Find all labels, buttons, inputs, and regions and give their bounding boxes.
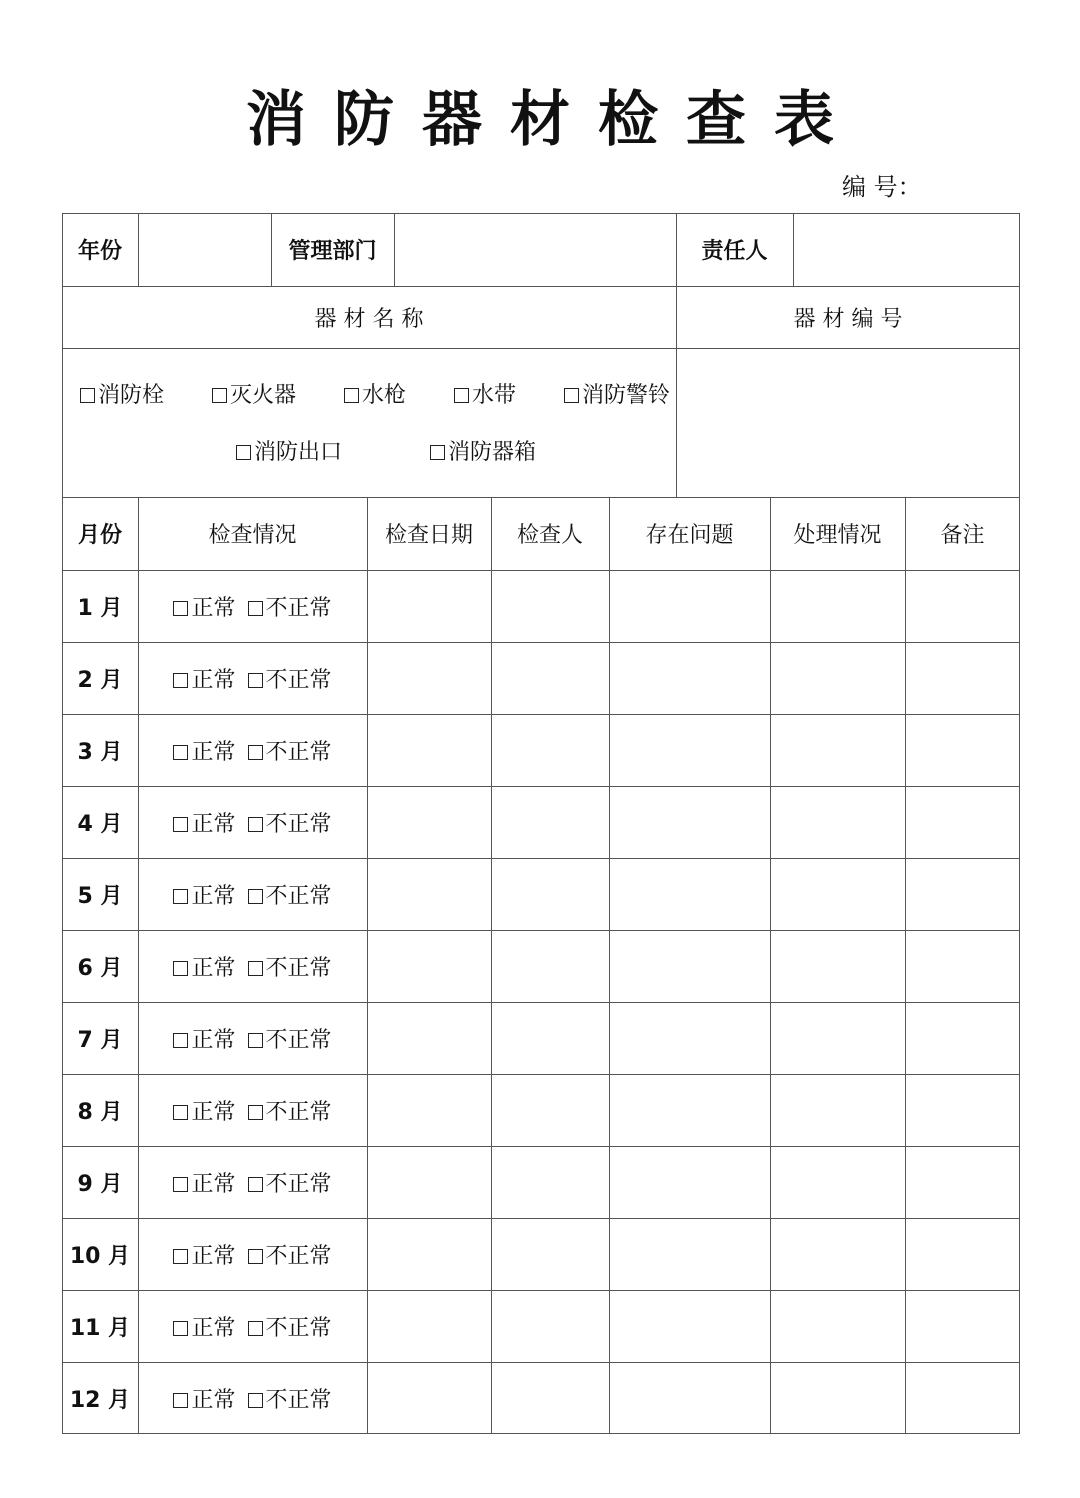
entry-cell[interactable] [770,714,905,786]
option-label: 不正常 [265,1315,332,1341]
option-label: 不正常 [265,739,332,765]
option-label: 正常 [191,1099,236,1125]
option-label: 正常 [191,739,236,765]
month-label: 4 月 [77,811,123,837]
status-normal-option-6[interactable] [173,1023,235,1054]
month-label: 7 月 [77,1027,123,1053]
entry-cell[interactable] [905,1002,1020,1074]
equipment-option-4[interactable] [564,378,670,409]
status-cell [138,858,367,930]
checkbox-icon[interactable] [248,1033,263,1048]
column-header-5: 处理情况 [793,523,882,548]
status-abnormal-option-9[interactable] [248,1239,332,1270]
checkbox-icon[interactable] [248,1177,263,1192]
checkbox-icon[interactable] [80,388,95,403]
column-header-4: 存在问题 [645,523,734,548]
checkbox-icon[interactable] [173,601,188,616]
status-cell [138,1002,367,1074]
status-normal-option-2[interactable] [173,735,235,766]
month-label: 8 月 [77,1099,123,1125]
option-label: 不正常 [265,1387,332,1413]
option-label: 消防出口 [254,440,343,465]
option-label: 不正常 [265,667,332,693]
option-label: 消防器箱 [447,440,536,465]
entry-cell[interactable] [367,1146,491,1218]
checkbox-icon[interactable] [454,388,469,403]
option-label: 正常 [191,811,236,837]
entry-cell[interactable] [905,1290,1020,1362]
option-label: 正常 [191,955,236,981]
entry-cell[interactable] [367,1074,491,1146]
equipment-option-0[interactable] [80,378,164,409]
grid-line [491,497,492,1434]
status-cell [138,570,367,642]
entry-cell[interactable] [770,786,905,858]
status-normal-option-10[interactable] [173,1311,235,1342]
status-cell [138,1290,367,1362]
option-label: 消防栓 [98,383,165,408]
equipment-options-row-2 [236,435,536,466]
grid-line [394,213,395,286]
status-cell [138,1218,367,1290]
entry-cell[interactable] [609,642,770,714]
option-label: 水枪 [361,383,406,408]
checkbox-icon[interactable] [248,889,263,904]
entry-cell[interactable] [609,930,770,1002]
entry-cell[interactable] [367,570,491,642]
status-abnormal-option-3[interactable] [248,807,332,838]
grid-line [793,213,794,286]
entry-cell[interactable] [367,1362,491,1434]
status-abnormal-option-7[interactable] [248,1095,332,1126]
grid-line [62,1290,1020,1291]
equipment-name-label: 器 材 名 称 [314,306,424,332]
entry-cell[interactable] [491,1290,609,1362]
entry-cell[interactable] [609,1218,770,1290]
grid-line [62,786,1020,787]
option-label: 灭火器 [229,383,296,408]
status-abnormal-option-6[interactable] [248,1023,332,1054]
option-label: 不正常 [265,811,332,837]
entry-cell[interactable] [905,786,1020,858]
grid-line [62,714,1020,715]
status-abnormal-option-4[interactable] [248,879,332,910]
entry-cell[interactable] [367,930,491,1002]
month-label: 11 月 [69,1315,131,1341]
status-cell [138,642,367,714]
column-header-0: 月份 [77,523,122,548]
entry-cell[interactable] [491,930,609,1002]
entry-cell[interactable] [609,714,770,786]
grid-line [905,497,906,1434]
grid-line [62,930,1020,931]
option-label: 正常 [191,883,236,909]
status-abnormal-option-8[interactable] [248,1167,332,1198]
status-normal-option-8[interactable] [173,1167,235,1198]
status-cell [138,786,367,858]
checkbox-icon[interactable] [173,1321,188,1336]
entry-cell[interactable] [491,1074,609,1146]
option-label: 不正常 [265,1027,332,1053]
status-normal-option-7[interactable] [173,1095,235,1126]
entry-cell[interactable] [491,786,609,858]
entry-cell[interactable] [491,714,609,786]
equipment-option-1[interactable] [212,378,296,409]
entry-cell[interactable] [367,642,491,714]
month-label: 2 月 [77,667,123,693]
grid-line [62,1218,1020,1219]
month-label: 10 月 [69,1243,131,1269]
grid-line [62,497,1020,498]
entry-cell[interactable] [770,642,905,714]
grid-line [367,497,368,1434]
option-label: 正常 [191,667,236,693]
checkbox-icon[interactable] [236,445,251,460]
checkbox-icon[interactable] [248,1393,263,1408]
status-normal-option-9[interactable] [173,1239,235,1270]
department-label: 管理部门 [288,239,377,264]
entry-cell[interactable] [491,1146,609,1218]
month-label: 3 月 [77,739,123,765]
equipment-number-label: 器 材 编 号 [793,306,903,332]
option-label: 正常 [191,1243,236,1269]
checkbox-icon[interactable] [173,961,188,976]
checkbox-icon[interactable] [248,1321,263,1336]
entry-cell[interactable] [609,1146,770,1218]
checkbox-icon[interactable] [248,673,263,688]
checkbox-icon[interactable] [173,1177,188,1192]
entry-cell[interactable] [770,570,905,642]
grid-line [62,642,1020,643]
entry-cell[interactable] [905,570,1020,642]
entry-cell[interactable] [491,1002,609,1074]
entry-cell[interactable] [905,1146,1020,1218]
checkbox-icon[interactable] [173,889,188,904]
status-cell [138,714,367,786]
checkbox-icon[interactable] [173,745,188,760]
checkbox-icon[interactable] [344,388,359,403]
entry-cell[interactable] [609,1290,770,1362]
grid-line [770,497,771,1434]
equipment-option-2[interactable] [344,378,406,409]
entry-cell[interactable] [770,930,905,1002]
responsible-person-label: 责任人 [701,239,768,264]
status-abnormal-option-5[interactable] [248,951,332,982]
grid-line [676,286,677,497]
checkbox-icon[interactable] [248,601,263,616]
page-title: 消防器材检查表 [246,85,862,155]
status-abnormal-option-1[interactable] [248,663,332,694]
option-label: 不正常 [265,955,332,981]
entry-cell[interactable] [491,642,609,714]
checkbox-icon[interactable] [248,745,263,760]
month-label: 1 月 [77,595,123,621]
option-label: 消防警铃 [581,383,670,408]
checkbox-icon[interactable] [173,1105,188,1120]
equipment-extra-option-0[interactable] [236,435,342,466]
checkbox-icon[interactable] [173,1249,188,1264]
checkbox-icon[interactable] [248,961,263,976]
status-cell [138,1146,367,1218]
month-label: 6 月 [77,955,123,981]
entry-cell[interactable] [609,1362,770,1434]
checkbox-icon[interactable] [212,388,227,403]
option-label: 正常 [191,595,236,621]
grid-line [62,286,1020,287]
status-abnormal-option-11[interactable] [248,1383,332,1414]
month-label: 12 月 [69,1387,131,1413]
entry-cell[interactable] [609,570,770,642]
entry-cell[interactable] [367,714,491,786]
grid-line [138,213,139,286]
entry-cell[interactable] [770,1074,905,1146]
entry-cell[interactable] [491,1218,609,1290]
status-abnormal-option-2[interactable] [248,735,332,766]
option-label: 正常 [191,1027,236,1053]
entry-cell[interactable] [905,858,1020,930]
grid-line [62,1002,1020,1003]
entry-cell[interactable] [491,570,609,642]
entry-cell[interactable] [367,786,491,858]
grid-line [62,1074,1020,1075]
status-normal-option-0[interactable] [173,591,235,622]
grid-line [62,858,1020,859]
status-normal-option-11[interactable] [173,1383,235,1414]
status-normal-option-3[interactable] [173,807,235,838]
status-cell [138,930,367,1002]
column-header-2: 检查日期 [384,523,473,548]
status-normal-option-4[interactable] [173,879,235,910]
entry-cell[interactable] [770,1146,905,1218]
checkbox-icon[interactable] [248,817,263,832]
entry-cell[interactable] [905,1218,1020,1290]
year-input[interactable] [138,213,271,286]
responsible-person-input[interactable] [793,213,1020,286]
status-cell [138,1074,367,1146]
checkbox-icon[interactable] [173,673,188,688]
grid-line [676,213,677,286]
entry-cell[interactable] [905,714,1020,786]
checkbox-icon[interactable] [173,817,188,832]
checkbox-icon[interactable] [430,445,445,460]
grid-line [271,213,272,286]
entry-cell[interactable] [770,1290,905,1362]
grid-line [609,497,610,1434]
grid-line [62,570,1020,571]
grid-line [138,497,139,1434]
status-abnormal-option-0[interactable] [248,591,332,622]
checkbox-icon[interactable] [248,1249,263,1264]
grid-line [62,1362,1020,1363]
column-header-6: 备注 [940,523,985,548]
entry-cell[interactable] [905,930,1020,1002]
entry-cell[interactable] [491,1362,609,1434]
entry-cell[interactable] [905,1362,1020,1434]
option-label: 不正常 [265,883,332,909]
serial-number-label: 编 号： [842,173,922,201]
option-label: 不正常 [265,1099,332,1125]
entry-cell[interactable] [367,858,491,930]
year-label: 年份 [77,239,122,264]
checkbox-icon[interactable] [173,1033,188,1048]
column-header-3: 检查人 [516,523,583,548]
entry-cell[interactable] [609,858,770,930]
option-label: 不正常 [265,1243,332,1269]
option-label: 不正常 [265,595,332,621]
inspection-grid [62,213,1020,1434]
equipment-extra-option-1[interactable] [430,435,536,466]
option-label: 不正常 [265,1171,332,1197]
month-label: 9 月 [77,1171,123,1197]
checkbox-icon[interactable] [173,1393,188,1408]
grid-line [62,1146,1020,1147]
status-abnormal-option-10[interactable] [248,1311,332,1342]
grid-line [62,348,1020,349]
column-header-1: 检查情况 [208,523,297,548]
entry-cell[interactable] [770,1002,905,1074]
entry-cell[interactable] [905,642,1020,714]
equipment-option-3[interactable] [454,378,516,409]
checkbox-icon[interactable] [564,388,579,403]
entry-cell[interactable] [770,1218,905,1290]
option-label: 水带 [471,383,516,408]
status-cell [138,1362,367,1434]
entry-cell[interactable] [367,1290,491,1362]
entry-cell[interactable] [609,786,770,858]
status-normal-option-5[interactable] [173,951,235,982]
department-input[interactable] [394,213,676,286]
entry-cell[interactable] [770,1362,905,1434]
option-label: 正常 [191,1387,236,1413]
equipment-options-row-1 [80,378,670,409]
option-label: 正常 [191,1315,236,1341]
option-label: 正常 [191,1171,236,1197]
entry-cell[interactable] [609,1074,770,1146]
entry-cell[interactable] [609,1002,770,1074]
entry-cell[interactable] [367,1218,491,1290]
equipment-number-input[interactable] [676,348,1020,497]
entry-cell[interactable] [491,858,609,930]
checkbox-icon[interactable] [248,1105,263,1120]
entry-cell[interactable] [905,1074,1020,1146]
month-label: 5 月 [77,883,123,909]
entry-cell[interactable] [367,1002,491,1074]
status-normal-option-1[interactable] [173,663,235,694]
entry-cell[interactable] [770,858,905,930]
